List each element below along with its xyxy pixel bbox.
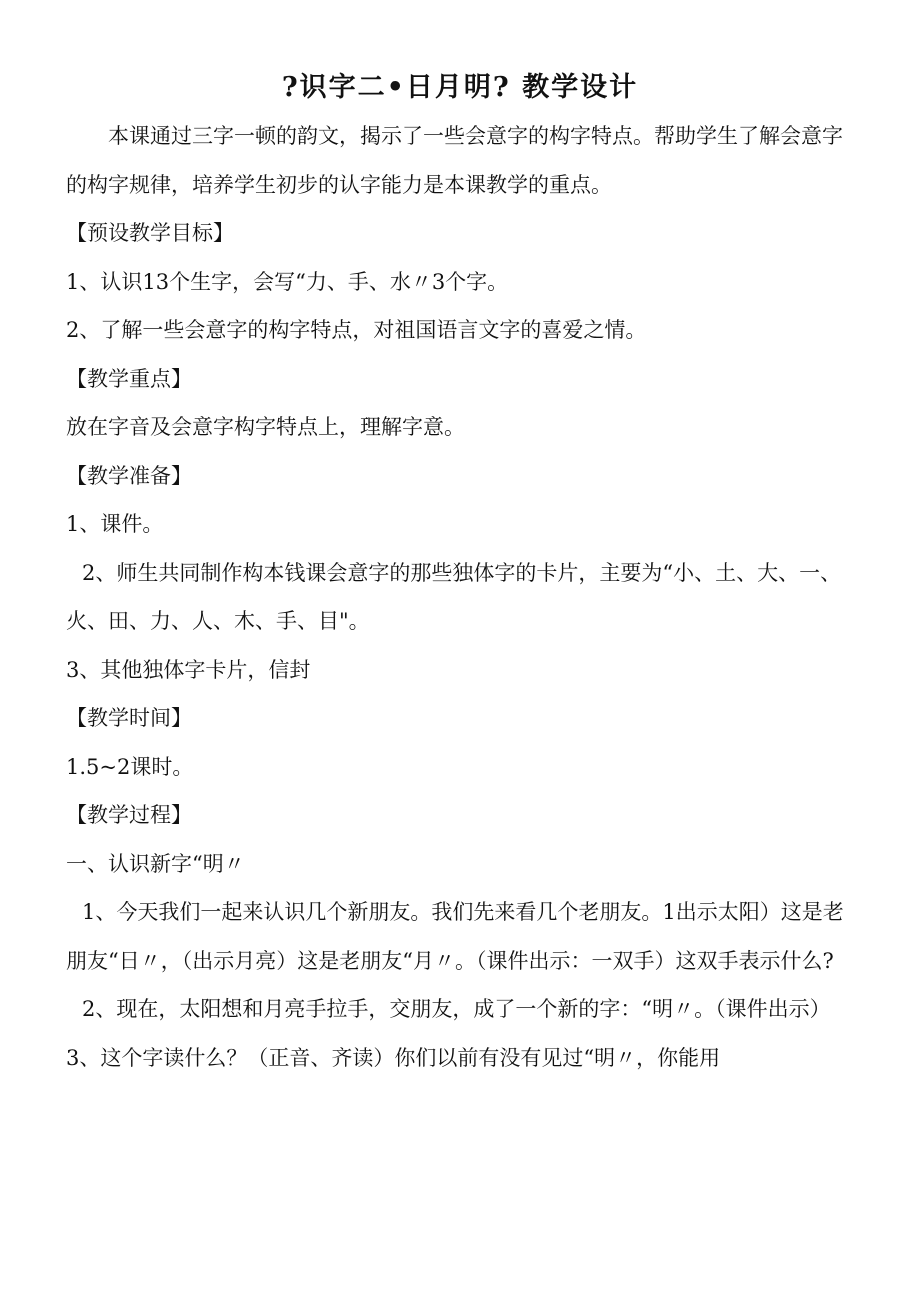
process-step-2: 2、现在，太阳想和月亮手拉手，交朋友，成了一个新的字：“明〃。（课件出示）	[82, 997, 831, 1021]
goal-item-2: 2、了解一些会意字的构字特点，对祖国语言文字的喜爱之情。	[66, 318, 647, 342]
time-text: 1.5~2课时。	[66, 754, 194, 779]
process-step-3: 3、这个字读什么？（正音、齐读）你们以前有没有见过“明〃，你能用	[66, 1045, 721, 1070]
process-heading: 【教学过程】	[66, 803, 192, 827]
prep-item-3: 3、其他独体字卡片，信封	[66, 657, 311, 682]
prep-heading: 【教学准备】	[66, 463, 192, 488]
process-step-1: 1、今天我们一起来认识几个新朋友。我们先来看几个老朋友。1出示太阳）这是老朋友“日〃，（出示月亮）这是老朋友“月〃。（课件出示：一双手）这双手表示什么?	[66, 900, 844, 973]
time-heading: 【教学时间】	[66, 706, 192, 730]
goal-item-1: 1、认识13个生字，会写“力、手、水〃3个字。	[66, 269, 509, 294]
document-title: ?识字二•日月明? 教学设计	[281, 72, 639, 103]
goals-heading: 【预设教学目标】	[66, 221, 234, 245]
focus-text: 放在字音及会意字构字特点上，理解字意。	[66, 415, 465, 439]
process-part-1: 一、认识新字“明〃	[66, 851, 245, 876]
prep-item-1: 1、课件。	[66, 512, 164, 536]
prep-item-2: 2、师生共同制作构本钱课会意字的那些独体字的卡片，主要为“小、土、大、一、火、田、力、人、木、手、目"。	[66, 560, 842, 633]
focus-heading: 【教学重点】	[66, 366, 192, 391]
intro-paragraph: 本课通过三字一顿的韵文，揭示了一些会意字的构字特点。帮助学生了解会意字的构字规律，培养学生初步的认字能力是本课教学的重点。	[66, 124, 843, 197]
